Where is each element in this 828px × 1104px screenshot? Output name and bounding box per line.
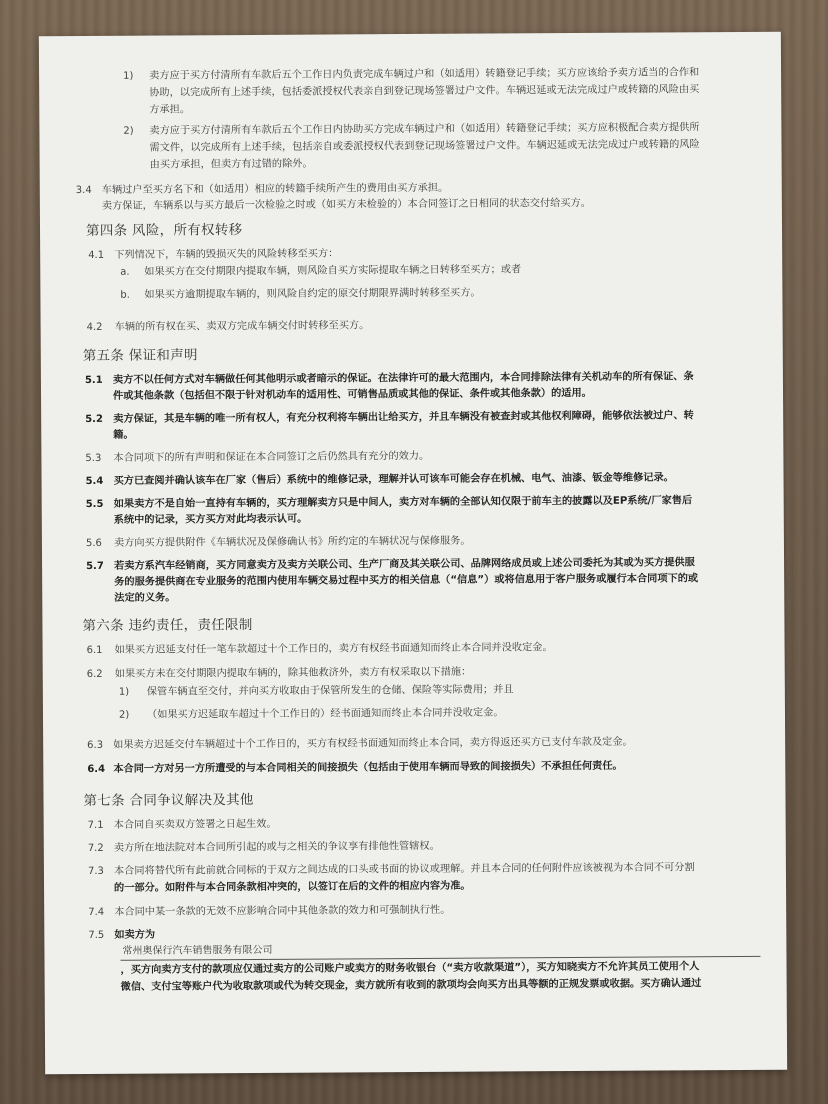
clause-4-1-b-number: b. [120, 289, 130, 301]
clause-6-1-text: 如果买方迟延支付任一笔车款超过十个工作日的，卖方有权经书面通知而终止本合同并没收定金。 [114, 642, 553, 656]
clause-7-3-number: 7.3 [87, 865, 104, 877]
article-7-heading: 第七条 合同争议解决及其他 [83, 791, 254, 810]
clause-5-7-line-1: 若卖方系汽车经销商，买方同意卖方及卖方关联公司、生产厂商及其关联公司、品牌网络成员或上述公司委托为其或为买方提供服 [114, 557, 695, 572]
clause-5-4-text: 买方已查阅并确认该车在厂家（售后）系统中的维修记录，理解并认可该车可能会存在机械、电气、油漆、钣金等维修记录。 [113, 472, 674, 487]
article-6-heading: 第六条 违约责任，责任限制 [82, 616, 253, 635]
clause-3-3-1-line-1: 卖方应于买方付清所有车款后五个工作日内负责完成车辆过户和（如适用）转籍登记手续；买方应该给予卖方适当的合作和 [149, 67, 700, 82]
company-name: 常州奥保行汽车销售服务有限公司 [122, 944, 273, 957]
clause-4-1-number: 4.1 [88, 249, 105, 261]
clause-5-7-line-3: 法定的义务。 [114, 592, 176, 604]
clause-7-4-text: 本合同中某一条款的无效不应影响合同中其他条款的效力和可强制执行性。 [114, 904, 451, 918]
clause-6-2-text: 如果买方未在交付期限内提取车辆的，除其他救济外，卖方有权采取以下措施： [114, 666, 472, 680]
clause-6-3-number: 6.3 [87, 739, 104, 751]
clause-5-3-text: 本合同项下的所有声明和保证在本合同签订之后仍然具有充分的效力。 [113, 450, 430, 464]
contract-page [39, 32, 787, 1075]
clause-5-7-number: 5.7 [86, 560, 104, 572]
clause-5-5-line-2: 系统中的记录，买方买方对此均表示认可。 [113, 513, 308, 526]
clause-5-3-number: 5.3 [85, 452, 102, 464]
clause-7-2-text: 卖方所在地法院对本合同所引起的或与之相关的争议享有排他性管辖权。 [113, 840, 440, 854]
clause-5-6-number: 5.6 [85, 537, 102, 549]
clause-4-1-a-number: a. [120, 266, 130, 278]
clause-3-4-line-1: 车辆过户至买方名下和（如适用）相应的转籍手续所产生的费用由买方承担。 [101, 182, 449, 196]
clause-5-2-line-2: 籍。 [113, 429, 134, 441]
clause-5-1-line-2: 件或其他条款（包括但不限于针对机动车的适用性、可销售品质或其他的保证、条件或其他条款）的适用。 [113, 387, 592, 402]
clause-6-2-2-text: （如果买方迟延取车超过十个工作日的）经书面通知而终止本合同并没收定金。 [146, 707, 504, 721]
clause-3-3-2-line-2: 需文件，以完成所有上述手续，包括亲自或委派授权代表到登记现场签署过户文件。车辆迟延或无法完成过户或转籍的风险 [149, 139, 700, 154]
clause-4-1-b-text: 如果买方逾期提取车辆的，则风险自约定的原交付期限界满时转移至买方。 [144, 287, 481, 301]
clause-5-1-line-1: 卖方不以任何方式对车辆做任何其他明示或者暗示的保证。在法律许可的最大范围内，本合同排除法律有关机动车的所有保证、条 [112, 371, 694, 386]
clause-7-4-number: 7.4 [88, 906, 105, 918]
clause-7-3-line-2: 的一部分。如附件与本合同条款相冲突的，以签订在后的文件的相应内容为准。 [114, 880, 471, 894]
clause-7-1-number: 7.1 [87, 819, 104, 831]
clause-5-1-number: 5.1 [84, 374, 103, 387]
clause-5-2-number: 5.2 [85, 413, 103, 425]
clause-3-3-2-line-1: 卖方应于买方付清所有车款后五个工作日内协助买方完成车辆过户和（如适用）转籍登记手续；买方应积极配合卖方提供所 [149, 122, 700, 137]
clause-6-4-text: 本合同一方对另一方所遭受的与本合同相关的间接损失（包括由于使用车辆而导致的间接损失）不承担任何责任。 [113, 760, 623, 775]
article-4-heading: 第四条 风险，所有权转移 [85, 222, 243, 239]
clause-7-5-number: 7.5 [88, 929, 105, 941]
clause-7-5-text: 如卖方为 [114, 929, 156, 941]
clause-5-5-line-1: 如果卖方不是自始一直持有车辆的，买方理解卖方只是中间人，卖方对车辆的全部认知仅限于前车主的披露以及EP系统/厂家售后 [113, 495, 693, 510]
clause-5-5-number: 5.5 [85, 498, 104, 510]
clause-5-7-line-2: 务的服务提供商在专业服务的范围内使用车辆交易过程中买方的相关信息（“信息”）或将信息用于客户服务或履行本合同项下的或 [114, 573, 699, 588]
clause-6-1-number: 6.1 [86, 644, 103, 656]
clause-3-4-line-2: 卖方保证，车辆系以与买方最后一次检验之时或（如买方未检验的）本合同签订之日相同的状态交付给买方。 [101, 197, 591, 212]
clause-4-2-text: 车辆的所有权在买、卖双方完成车辆交付时转移至买方。 [114, 320, 370, 333]
clause-3-4-number: 3.4 [75, 184, 92, 197]
clause-4-2-number: 4.2 [86, 321, 103, 333]
article-5-heading: 第五条 保证和声明 [82, 347, 198, 365]
clause-7-1-text: 本合同自买卖双方签署之日起生效。 [113, 818, 277, 831]
clause-3-3-1-line-2: 协助，以完成所有上述手续，包括委派授权代表亲自到登记现场签署过户文件。车辆迟延或无法完成过户或转籍的风险由买 [149, 84, 700, 99]
clause-3-3-2-number: 2) [123, 125, 134, 137]
clause-5-2-line-1: 卖方保证，其是车辆的唯一所有权人，有充分权利将车辆出让给买方，并且车辆没有被查封或其他权利障碍，能够依法被过户、转 [113, 410, 694, 425]
clause-6-3-text: 如果卖方迟延交付车辆超过十个工作日的，买方有权经书面通知而终止本合同，卖方得返还买方已支付车款及定金。 [113, 736, 633, 751]
clause-7-5-line-2: 微信、支付宝等账户代为收取款项或代为转交现金，卖方就所有收到的款项均会向买方出具等额的正规发票或收据。买方确认通过 [120, 978, 702, 993]
clause-4-1-a-text: 如果买方在交付期限内提取车辆，则风险自买方实际提取车辆之日转移至买方；或者 [144, 264, 522, 278]
clause-6-2-1-text: 保管车辆直至交付，并向买方收取由于保管所发生的仓储、保险等实际费用；并且 [146, 684, 514, 698]
clause-4-1-text: 下列情况下，车辆的毁损灭失的风险转移至买方： [114, 248, 339, 261]
clause-7-5-line-1: ，买方向卖方支付的款项应仅通过卖方的公司账户或卖方的财务收银台（“卖方收款渠道”），买方知晓卖方不允许其员工使用个人 [120, 961, 700, 976]
clause-3-3-1-line-3: 方承担。 [149, 104, 191, 116]
clause-6-2-1-number: 1) [118, 686, 130, 698]
clause-5-4-number: 5.4 [85, 475, 104, 487]
clause-7-3-line-1: 本合同将替代所有此前就合同标的于双方之间达成的口头或书面的协议或理解。并且本合同的任何附件应该被视为本合同不可分割 [113, 862, 695, 877]
clause-6-4-number: 6.4 [87, 763, 106, 775]
clause-6-2-2-number: 2) [118, 709, 130, 721]
clause-3-3-1-number: 1) [123, 70, 134, 82]
clause-5-6-text: 卖方向买方提供附件《车辆状况及保修确认书》所约定的车辆状况与保修服务。 [113, 535, 471, 549]
clause-7-2-number: 7.2 [87, 842, 104, 854]
clause-3-3-2-line-3: 由买方承担，但卖方有过错的除外。 [149, 158, 313, 171]
clause-6-2-number: 6.2 [86, 668, 103, 680]
